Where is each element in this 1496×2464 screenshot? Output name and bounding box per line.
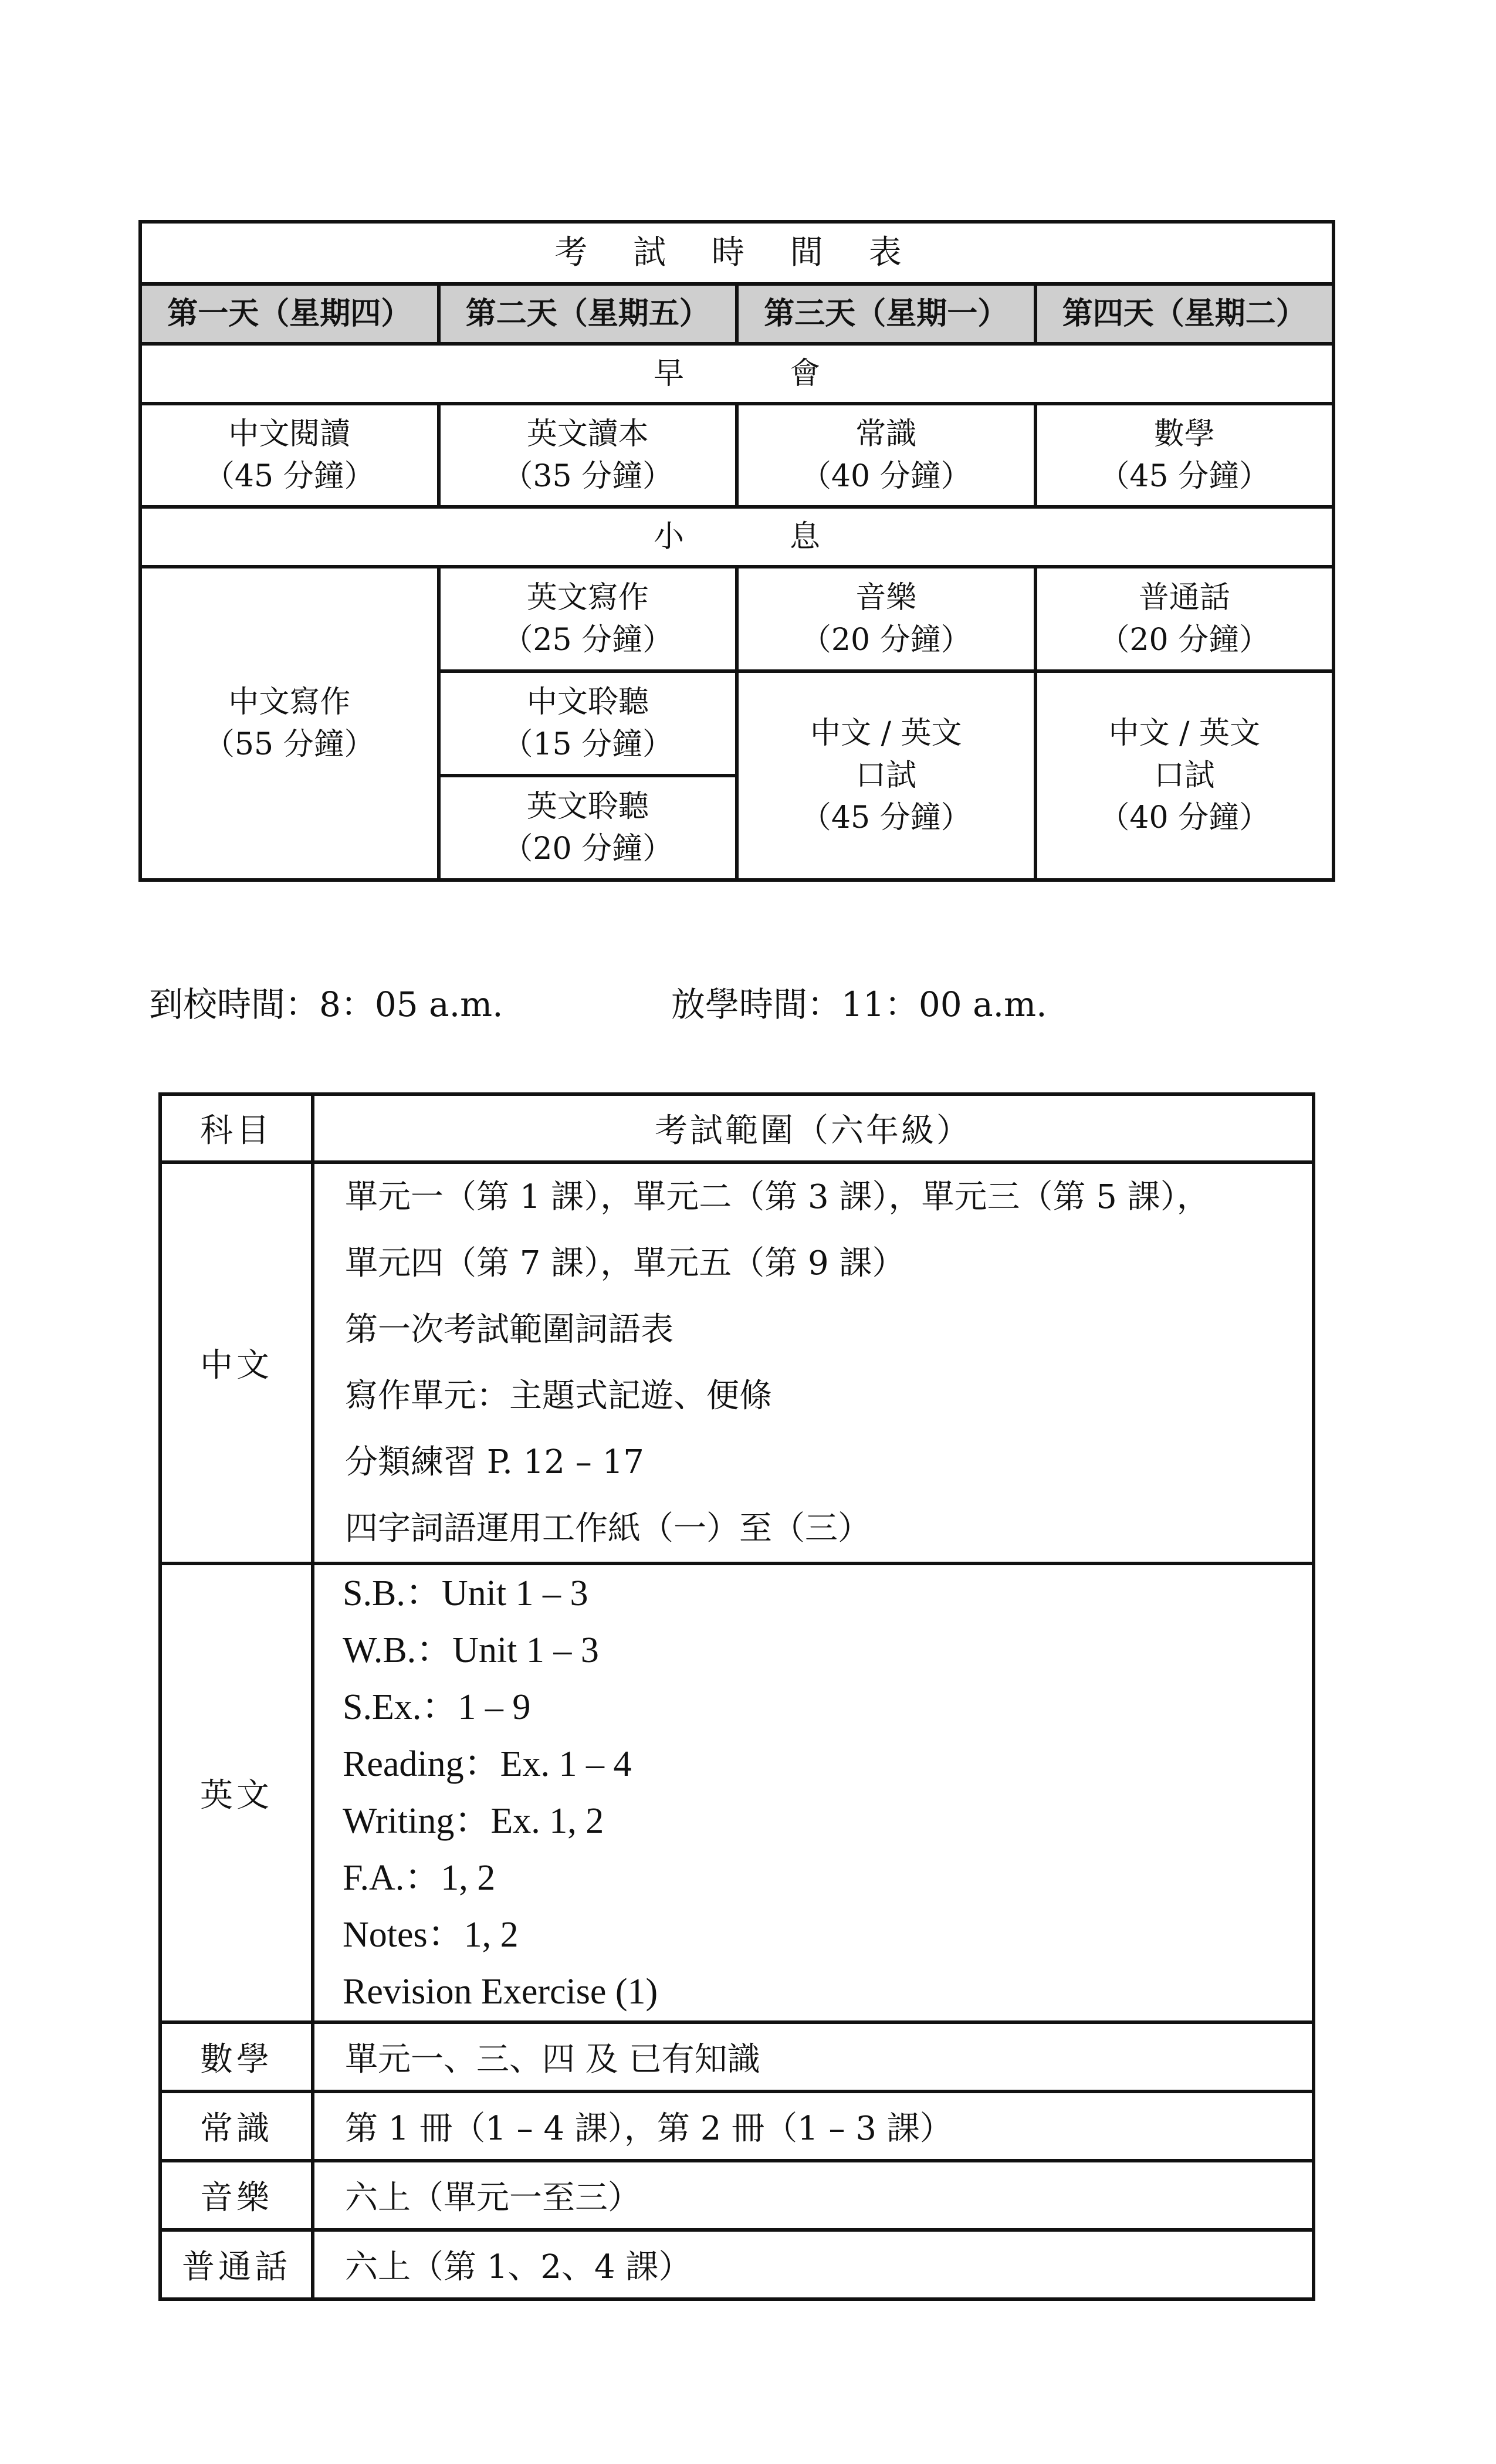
exam-cell-day4-session2a (1035, 567, 1334, 671)
exam-cell-day1-session1 (140, 404, 439, 507)
exam-subject: 中文 / 英文 (810, 716, 962, 751)
scope-line: 單元一（第 1 課），單元二（第 3 課），單元三（第 5 課）， (345, 1178, 1210, 1216)
scope-general-studies: 第 1 冊（1 – 4 課），第 2 冊（1 – 3 課） (313, 2091, 1314, 2161)
exam-duration: （45 分鐘） (204, 459, 375, 494)
table-row (160, 2230, 1314, 2299)
scope-line: 寫作單元：主題式記遊、便條 (345, 1377, 772, 1415)
exam-duration: （20 分鐘） (502, 831, 673, 867)
day-header-1: 第一天（星期四） (140, 284, 439, 344)
morning-assembly-label-2: 會 (790, 356, 821, 391)
exam-duration: （15 分鐘） (502, 727, 673, 762)
exam-subject: 英文聆聽 (526, 789, 649, 824)
exam-duration: （45 分鐘） (800, 800, 972, 835)
scope-english (313, 1563, 1314, 2022)
morning-assembly-row (140, 344, 1333, 404)
exam-subject: 中文閱讀 (228, 417, 351, 452)
scope-line: Notes：1, 2 (343, 1915, 519, 1955)
exam-timetable (138, 220, 1335, 882)
table-row (160, 1162, 1314, 1563)
exam-cell-day4-session1 (1035, 404, 1334, 507)
scope-line: 四字詞語運用工作紙（一）至（三） (345, 1509, 871, 1548)
day-header-4: 第四天（星期二） (1035, 284, 1334, 344)
exam-subject: 中文寫作 (228, 685, 351, 720)
scope-line: 分類練習 P. 12 – 17 (345, 1443, 644, 1481)
exam-cell-day2-session2b (439, 671, 737, 776)
scope-putonghua: 六上（第 1、2、4 課） (313, 2230, 1314, 2299)
exam-cell-day2-session2c (439, 776, 737, 880)
day-header-2: 第二天（星期五） (439, 284, 737, 344)
scope-line: S.Ex.：1 – 9 (343, 1687, 531, 1727)
exam-subject: 英文寫作 (526, 580, 649, 615)
exam-subject: 音樂 (855, 580, 917, 615)
table-row (160, 1563, 1314, 2022)
morning-assembly-label-1: 早 (653, 356, 684, 391)
exam-duration: （35 分鐘） (502, 459, 673, 494)
dismissal-time: 放學時間：11：00 a.m. (671, 984, 1047, 1024)
table-row (160, 2022, 1314, 2091)
subject-math: 數學 (160, 2022, 313, 2091)
scope-line: S.B.：Unit 1 – 3 (343, 1573, 588, 1613)
arrival-time: 到校時間：8：05 a.m. (149, 984, 503, 1024)
exam-subject: 英文讀本 (526, 417, 649, 452)
exam-cell-day4-oral (1035, 671, 1334, 880)
exam-subject: 中文 / 英文 (1108, 716, 1261, 751)
exam-cell-day2-session1 (439, 404, 737, 507)
day-header-3: 第三天（星期一） (737, 284, 1035, 344)
scope-line: 第一次考試範圍詞語表 (345, 1311, 673, 1349)
subject-column-header: 科目 (160, 1094, 313, 1162)
scope-line: Writing：Ex. 1, 2 (343, 1801, 604, 1841)
exam-cell-day3-session1 (737, 404, 1035, 507)
timetable-title: 考 試 時 間 表 (140, 222, 1333, 284)
table-row (160, 2161, 1314, 2230)
scope-line: Revision Exercise (1) (343, 1972, 658, 2012)
scope-music: 六上（單元一至三） (313, 2161, 1314, 2230)
exam-duration: （40 分鐘） (1099, 800, 1270, 835)
subject-english: 英文 (160, 1563, 313, 2022)
exam-duration: （20 分鐘） (800, 622, 972, 658)
exam-subject-line2: 口試 (1153, 758, 1215, 793)
scope-chinese (313, 1162, 1314, 1563)
table-row (160, 2091, 1314, 2161)
subject-putonghua: 普通話 (160, 2230, 313, 2299)
subject-music: 音樂 (160, 2161, 313, 2230)
exam-subject: 中文聆聽 (526, 685, 649, 720)
subject-general-studies: 常識 (160, 2091, 313, 2161)
exam-cell-day1-session2 (140, 567, 439, 880)
scope-line: F.A.：1, 2 (343, 1858, 496, 1898)
school-times (149, 977, 1047, 1026)
scope-math: 單元一、三、四 及 已有知識 (313, 2022, 1314, 2091)
exam-cell-day2-session2a (439, 567, 737, 671)
scope-column-header: 考試範圍（六年級） (313, 1094, 1314, 1162)
exam-duration: （20 分鐘） (1099, 622, 1270, 658)
scope-line: Reading：Ex. 1 – 4 (343, 1744, 632, 1784)
exam-scope-table (158, 1092, 1315, 2301)
exam-subject: 常識 (855, 417, 917, 452)
exam-duration: （25 分鐘） (502, 622, 673, 658)
subject-chinese: 中文 (160, 1162, 313, 1563)
exam-cell-day3-session2a (737, 567, 1035, 671)
scope-line: W.B.：Unit 1 – 3 (343, 1630, 599, 1670)
exam-cell-day3-oral (737, 671, 1035, 880)
recess-label-1: 小 (653, 519, 684, 554)
exam-subject: 普通話 (1138, 580, 1230, 615)
exam-subject-line2: 口試 (855, 758, 917, 793)
scope-line: 單元四（第 7 課），單元五（第 9 課） (345, 1244, 905, 1282)
recess-label-2: 息 (790, 519, 821, 554)
exam-duration: （40 分鐘） (800, 459, 972, 494)
exam-duration: （55 分鐘） (204, 727, 375, 762)
exam-subject: 數學 (1153, 417, 1215, 452)
exam-duration: （45 分鐘） (1099, 459, 1270, 494)
recess-row (140, 507, 1333, 567)
